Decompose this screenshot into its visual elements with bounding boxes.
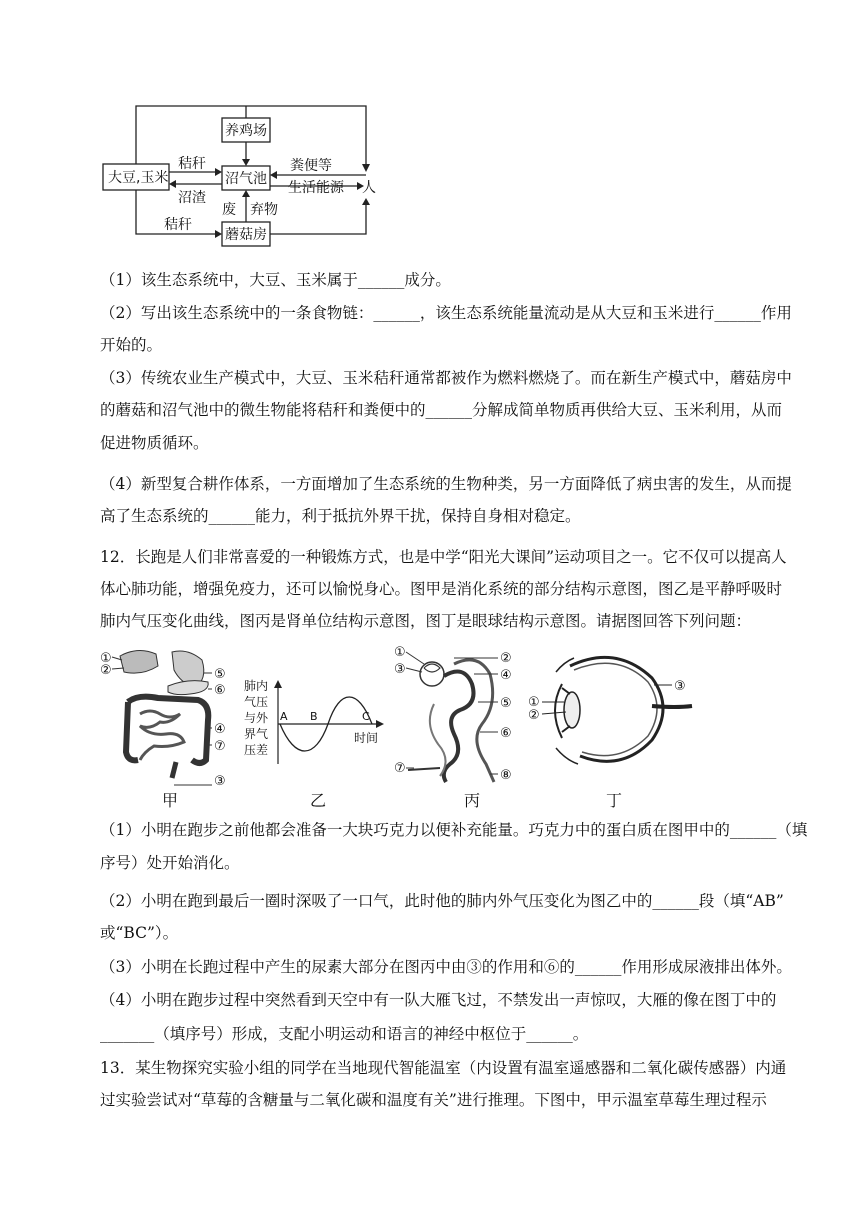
fig-a-label-4: ④ (214, 722, 226, 737)
box-mushroom-label: 蘑菇房 (225, 227, 267, 243)
q11-line-4: （3）传统农业生产模式中，大豆、玉米秸秆通常都被作为燃料燃烧了。而在新生产模式中，蘑菇房中 (100, 369, 792, 387)
figure-eyeball (526, 648, 696, 773)
caption-jia: 甲 (162, 791, 179, 810)
fig-c-label-2: ② (500, 651, 512, 666)
q11-line-6: 促进物质循环。 (100, 434, 209, 452)
fig-a-label-2: ② (100, 663, 112, 678)
q11-line-1: （1）该生态系统中，大豆、玉米属于______成分。 (100, 271, 451, 289)
fig-b-ylabel-4: 界气 (244, 727, 269, 741)
q11-line-5: 的蘑菇和沼气池中的微生物能将秸秆和粪便中的______分解成简单物质再供给大豆、玉米利用，从而 (100, 401, 783, 419)
arrow-mushroom-human (270, 202, 366, 234)
fig-d-label-2: ② (528, 708, 540, 723)
q12-line-10: _______（填序号）形成，支配小明运动和语言的神经中枢位于______。 (100, 1025, 589, 1043)
fig-c-label-7: ⑦ (394, 761, 406, 776)
q12-line-1: 12．长跑是人们非常喜爱的一种锻炼方式，也是中学“阳光大课间”运动项目之一。它不仅可以提高人 (100, 548, 787, 566)
fig-a-label-7: ⑦ (214, 739, 226, 754)
fig-b-ylabel-1: 肺内 (244, 679, 269, 693)
q12-line-4: （1）小明在跑步之前他都会准备一大块巧克力以便补充能量。巧克力中的蛋白质在图甲中的______（填 (100, 821, 808, 839)
box-chicken-farm-label: 养鸡场 (225, 123, 267, 139)
box-biogas-label: 沼气池 (225, 171, 267, 187)
q12-line-7: 或“BC”）。 (100, 924, 179, 942)
fig-b-point-b: B (310, 710, 318, 723)
fig-c-label-4: ④ (500, 668, 512, 683)
fig-a-label-3: ③ (214, 774, 226, 787)
q12-line-8: （3）小明在长跑过程中产生的尿素大部分在图丙中由③的作用和⑥的______作用形成尿液排出体外。 (100, 958, 792, 976)
q12-line-5: 序号）处开始消化。 (100, 854, 240, 872)
q12-line-9: （4）小明在跑步过程中突然看到天空中有一队大雁飞过，不禁发出一声惊叹，大雁的像在图丁中的 (100, 991, 777, 1009)
figure-nephron (394, 644, 524, 786)
box-soy-corn-label: 大豆,玉米 (108, 170, 169, 186)
fig-d-label-1: ① (528, 695, 540, 710)
fig-a-label-6: ⑥ (214, 683, 226, 698)
fig-c-label-3: ③ (394, 662, 406, 677)
label-straw-top: 秸秆 (178, 156, 206, 172)
label-waste-2: 弃物 (250, 202, 278, 218)
q11-line-3: 开始的。 (100, 336, 163, 354)
caption-ding: 丁 (606, 791, 623, 810)
fig-d-label-3: ③ (674, 679, 686, 694)
q11-line-7: （4）新型复合耕作体系，一方面增加了生态系统的生物种类，另一方面降低了病虫害的发生，从而提 (100, 475, 792, 493)
figure-lung-pressure-curve (240, 678, 390, 770)
figure-digestive-system (98, 642, 238, 787)
fig-c-label-5: ⑤ (500, 696, 512, 711)
caption-bing: 丙 (464, 791, 481, 810)
label-straw-bottom: 秸秆 (164, 217, 192, 233)
fig-c-label-1: ① (394, 645, 406, 660)
fig-b-point-a: A (280, 710, 288, 723)
fig-a-label-1: ① (100, 651, 112, 666)
fig-b-point-c: C (362, 710, 370, 723)
q12-line-6: （2）小明在跑到最后一圈时深吸了一口气，此时他的肺内外气压变化为图乙中的______段（填“AB” (100, 892, 784, 910)
q11-line-8: 高了生态系统的______能力，利于抵抗外界干扰，保持自身相对稳定。 (100, 507, 581, 525)
fig-b-ylabel-2: 气压 (244, 695, 269, 709)
caption-yi: 乙 (310, 791, 327, 810)
q12-line-2: 体心肺功能，增强免疫力，还可以愉悦身心。图甲是消化系统的部分结构示意图，图乙是平静呼吸时 (100, 580, 783, 598)
fig-c-label-8: ⑧ (500, 768, 512, 783)
q12-line-3: 肺内气压变化曲线，图丙是肾单位结构示意图，图丁是眼球结构示意图。请据图回答下列问题： (100, 612, 752, 630)
fig-c-label-6: ⑥ (500, 726, 512, 741)
q11-line-2: （2）写出该生态系统中的一条食物链：______，该生态系统能量流动是从大豆和玉米进行______作用 (100, 304, 792, 322)
fig-b-xlabel: 时间 (354, 731, 379, 745)
fig-b-ylabel-5: 压差 (244, 743, 269, 757)
q13-line-2: 过实验尝试对“草莓的含糖量与二氧化碳和温度有关”进行推理。下图中，甲示温室草莓生理过程示 (100, 1091, 767, 1109)
fig-b-ylabel-3: 与外 (244, 711, 269, 725)
label-residue: 沼渣 (178, 190, 206, 206)
label-human: 人 (362, 180, 376, 196)
label-energy: 生活能源 (288, 180, 344, 196)
label-waste-1: 废 (222, 202, 236, 218)
ecosystem-diagram (98, 102, 388, 252)
fig-a-label-5: ⑤ (214, 667, 226, 682)
label-manure: 粪便等 (290, 158, 332, 174)
q13-line-1: 13．某生物探究实验小组的同学在当地现代智能温室（内设置有温室遥感器和二氧化碳传感器）内通 (100, 1059, 787, 1077)
